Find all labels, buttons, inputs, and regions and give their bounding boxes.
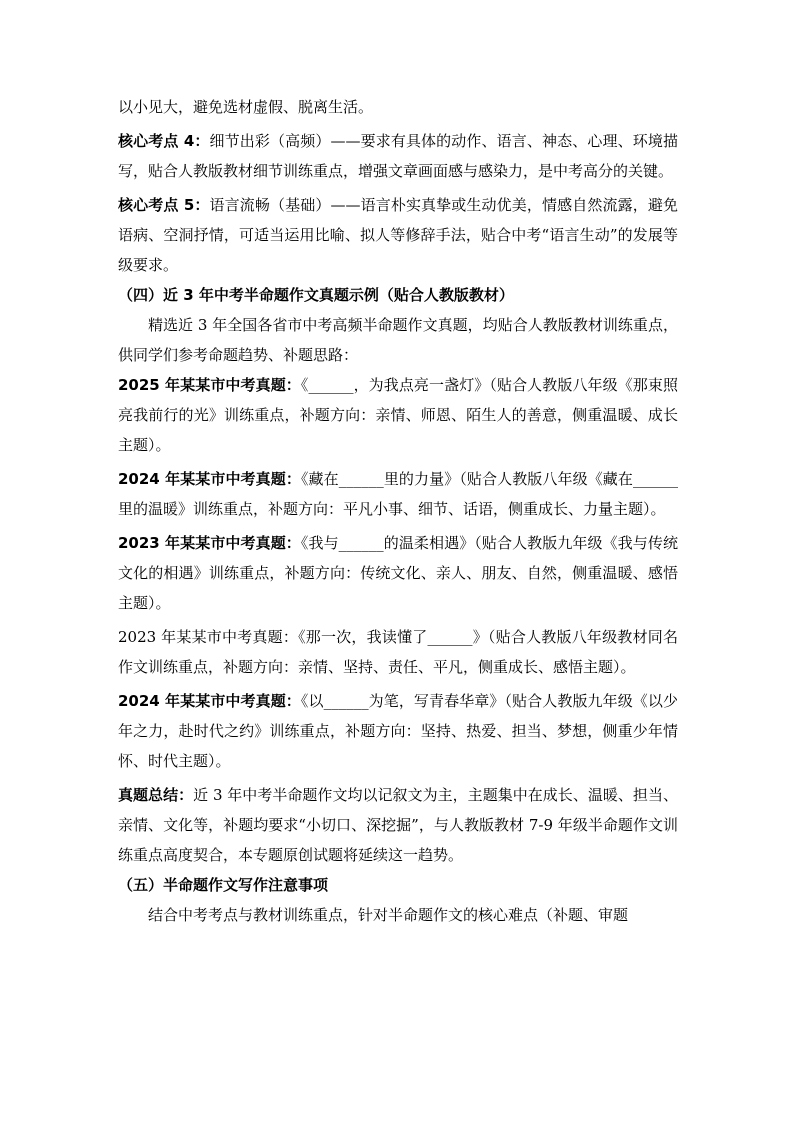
exam-summary-text: 近 3 年中考半命题作文均以记叙文为主，主题集中在成长、温暖、担当、亲情、文化等，补题均要求“小切口、深挖掘”，与人教版教材 7-9 年级半命题作文训练重点高度契合，本专题原创试题将延续这一趋势。 <box>118 786 678 864</box>
exam-example-2-text: 《藏在______里的力量》（贴合人教版八年级《藏在______里的温暖》训练重点，补题方向：平凡小事、细节、话语，侧重成长、力量主题）。 <box>118 470 678 518</box>
exam-example-3-label: 2023 年某某市中考真题： <box>118 534 301 552</box>
section-heading-4: （四）近 3 年中考半命题作文真题示例（贴合人教版教材） <box>118 286 514 304</box>
section-5-intro: 结合中考考点与教材训练重点，针对半命题作文的核心难点（补题、审题 <box>148 906 629 924</box>
core-point-4-text: 细节出彩（高频）——要求有具体的动作、语言、神态、心理、环境描写，贴合人教版教材细节训练重点，增强文章画面感与感染力，是中考高分的关键。 <box>118 132 678 180</box>
exam-example-4-text: 2023 年某某市中考真题：《那一次，我读懂了______》（贴合人教版八年级教材同名作文训练重点，补题方向：亲情、坚持、责任、平凡，侧重成长、感悟主题）。 <box>118 628 678 676</box>
document-page <box>118 92 678 930</box>
section-heading-5: （五）半命题作文写作注意事项 <box>118 876 329 894</box>
exam-example-5-text: 《以______为笔，写青春华章》（贴合人教版九年级《以少年之力，赴时代之约》训练重点，补题方向：坚持、热爱、担当、梦想，侧重少年情怀、时代主题）。 <box>118 692 678 770</box>
exam-example-3 <box>118 528 678 618</box>
exam-example-1-text: 《______，为我点亮一盏灯》（贴合人教版八年级《那束照亮我前行的光》训练重点，补题方向：亲情、师恩、陌生人的善意，侧重温暖、成长主题）。 <box>118 376 678 454</box>
core-point-5-text: 语言流畅（基础）——语言朴实真挚或生动优美，情感自然流露，避免语病、空洞抒情，可适当运用比喻、拟人等修辞手法，贴合中考“语言生动”的发展等级要求。 <box>118 196 678 274</box>
exam-summary-label: 真题总结： <box>118 786 194 804</box>
paragraph-continuation: 以小见大，避免选材虚假、脱离生活。 <box>118 98 374 116</box>
core-point-5-label: 核心考点 5： <box>118 196 210 214</box>
exam-example-4 <box>118 622 678 682</box>
core-point-4 <box>118 126 678 186</box>
core-point-5 <box>118 190 678 280</box>
exam-example-1-label: 2025 年某某市中考真题： <box>118 376 301 394</box>
exam-example-5-label: 2024 年某某市中考真题： <box>118 692 301 710</box>
section-4-intro: 精选近 3 年全国各省市中考高频半命题作文真题，均贴合人教版教材训练重点，供同学们参考命题趋势、补题思路： <box>118 316 678 364</box>
exam-example-5 <box>118 686 678 776</box>
exam-example-1 <box>118 370 678 460</box>
core-point-4-label: 核心考点 4： <box>118 132 210 150</box>
exam-example-2-label: 2024 年某某市中考真题： <box>118 470 301 488</box>
exam-example-3-text: 《我与______的温柔相遇》（贴合人教版九年级《我与传统文化的相遇》训练重点，补题方向：传统文化、亲人、朋友、自然，侧重温暖、感悟主题）。 <box>118 534 678 612</box>
exam-example-2 <box>118 464 678 524</box>
exam-summary <box>118 780 678 870</box>
